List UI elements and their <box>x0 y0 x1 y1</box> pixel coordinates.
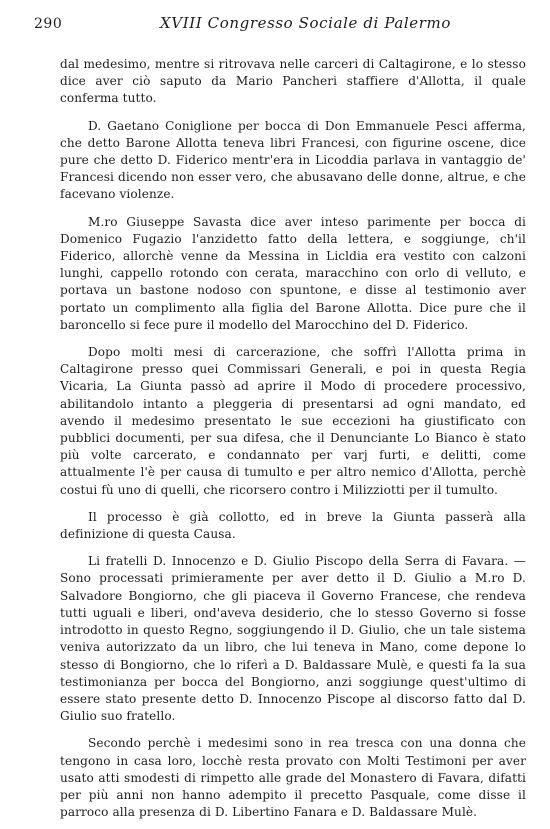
page-number: 290 <box>34 16 63 32</box>
paragraph: D. Gaetano Coniglione per bocca di Don Emmanuele Pesci afferma, che detto Barone Allotta teneva libri Francesi, con figurine oscene, dice pure che detto D. Fiderico mentr'era in Licoddia parlava in vantaggio de' Francesi dicendo non esser vero, che abusavano delle donne, altrue, e che facevano violenze. <box>60 118 526 202</box>
paragraph: M.ro Giuseppe Savasta dice aver inteso parimente per bocca di Domenico Fugazio l'anzidetto fatto della lettera, e soggiunge, ch'il Fiderico, allorchè venne da Messina in Licldia era vestito con calzoni lunghi, cappello rotondo con cerata, maracchino con orlo di velluto, e portava un bastone nodoso con spuntone, e disse al testimonio aver portato un complimento alla figlia del Barone Allotta. Dice pure che il baroncello si fece pure il modello del Marocchino del D. Fiderico. <box>60 214 526 332</box>
paragraph: Il processo è già collotto, ed in breve la Giunta passerà alla definizione di questa Causa. <box>60 509 526 542</box>
paragraph: Dopo molti mesi di carcerazione, che soffrì l'Allotta prima in Caltagirone presso quei Commissari Generali, e poi in questa Regia Vicaria, La Giunta passò ad aprire il Modo di procedere processivo, abilitandolo intanto a pleggeria di presentarsi ad ogni mandato, ed avendo il medesimo presentato le sue eccezioni ha giustificato con pubblici documenti, per sua difesa, che il Denunciante Lo Bianco è stato più volte carcerato, e condannato per varj furti, e delitti, come attualmente l'è per causa di tumulto e per altro nemico d'Allotta, perchè costui fù uno di quelli, che ricorsero contro i Milizziotti per il tumulto. <box>60 345 526 497</box>
paragraph: dal medesimo, mentre si ritrovava nelle carceri di Caltagirone, e lo stesso dice aver ciò saputo da Mario Pancheri staffiere d'Allotta, il quale conferma tutto. <box>60 57 526 106</box>
paragraph: Secondo perchè i medesimi sono in rea tresca con una donna che tengono in casa loro, locchè resta provato con Molti Testimoni per aver usato atti smodesti di rimpetto alle grade del Monastero di Favara, difatti per più anni non hanno adempito il precetto Pasquale, come disse il parroco alla presenza di D. Libertino Fanara e D. Baldassare Mulè. <box>60 736 526 820</box>
paragraph: Li fratelli D. Innocenzo e D. Giulio Piscopo della Serra di Favara. — Sono processati primieramente per aver detto il D. Giulio a M.ro D. Salvadore Bongiorno, che gli piaceva il Governo Francese, che rendeva tutti uguali e liberi, ond'aveva desiderio, che lo stesso Governo si fosse introdotto in questo Regno, soggiungendo il D. Giulio, che un tale sistema veniva autorizzato da un libro, che lui teneva in Mano, come depone lo stesso di Bongiorno, che lo riferì a D. Baldassare Mulè, e questi fa la sua testimonianza per bocca del Bongiorno, anzi soggiunge quest'ultimo di essere stato presente detto D. Innocenzo Piscope al discorso fatto dal D. Giulio suo fratello. <box>60 554 526 724</box>
page-header <box>34 10 526 42</box>
running-head: XVIII Congresso Sociale di Palermo <box>160 14 451 32</box>
